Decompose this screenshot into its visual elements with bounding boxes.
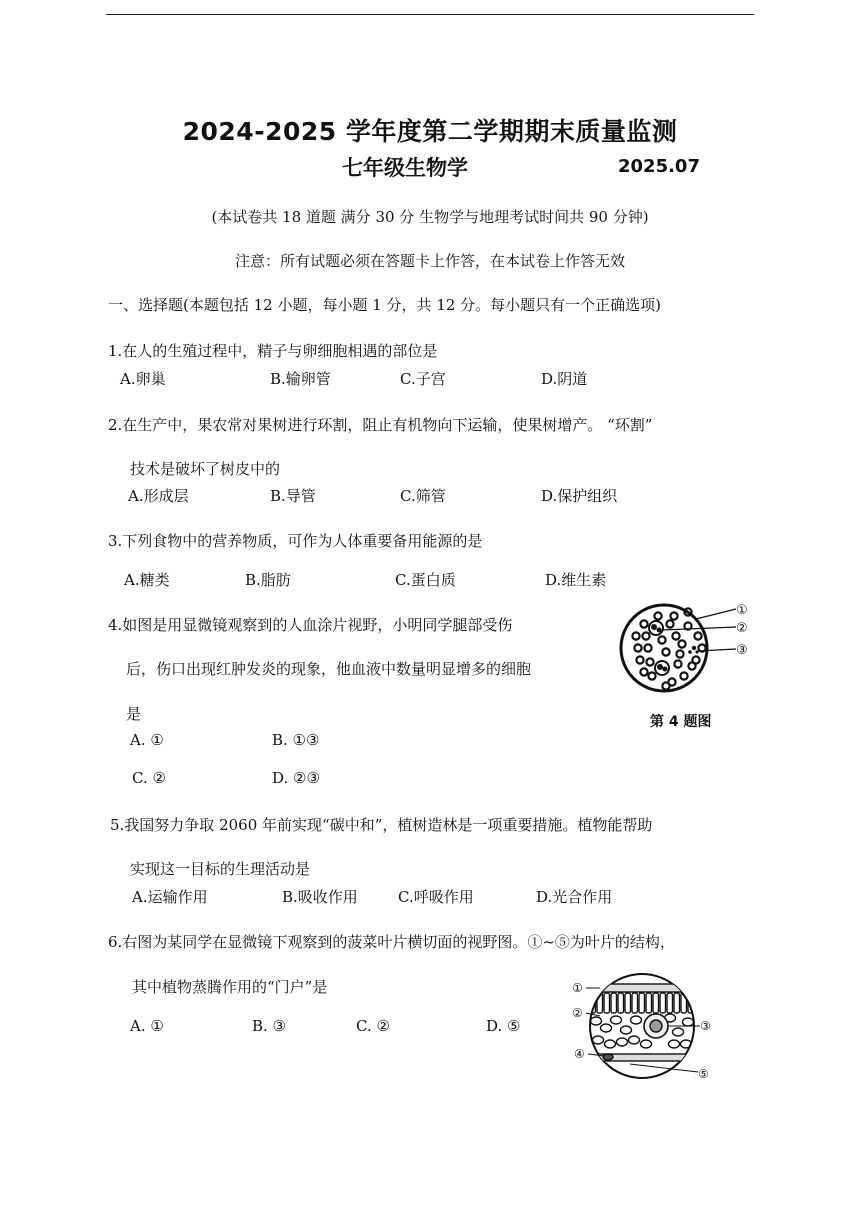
figure4-label-2: ② — [736, 621, 748, 636]
blood-smear-figure — [618, 596, 768, 706]
q5-option-c: C.呼吸作用 — [398, 888, 474, 906]
question-2: 2.在生产中，果农常对果树进行环割，阻止有机物向下运输，使果树增产。 “环割” — [108, 416, 653, 434]
figure4-caption: 第 4 题图 — [650, 714, 712, 730]
notice: 注意：所有试题必须在答题卡上作答，在本试卷上作答无效 — [234, 252, 625, 270]
question-4: 4.如图是用显微镜观察到的人血涂片视野，小明同学腿部受伤 — [108, 616, 513, 634]
page-title: 2024-2025 学年度第二学期期末质量监测 — [182, 117, 678, 146]
q5-option-b: B.吸收作用 — [282, 888, 358, 906]
figure4-label-3: ③ — [736, 643, 748, 658]
q4-option-a: A. ① — [130, 731, 164, 749]
leaf-cross-section-figure — [570, 966, 720, 1090]
q6-option-d: D. ⑤ — [486, 1017, 521, 1035]
q4-option-b: B. ①③ — [272, 731, 320, 749]
figure6-label-3: ③ — [700, 1019, 711, 1033]
q3-option-a: A.糖类 — [124, 571, 170, 589]
section-heading: 一、选择题(本题包括 12 小题，每小题 1 分，共 12 分。每小题只有一个正确选项) — [108, 296, 662, 314]
q2-option-a: A.形成层 — [128, 487, 189, 505]
q4-option-c: C. ② — [132, 769, 166, 787]
q3-option-d: D.维生素 — [545, 571, 607, 589]
q3-option-b: B.脂肪 — [245, 571, 291, 589]
question-5: 5.我国努力争取 2060 年前实现“碳中和”，植树造林是一项重要措施。植物能帮助 — [110, 816, 653, 834]
q1-option-b: B.输卵管 — [270, 370, 331, 388]
top-rule — [106, 14, 754, 15]
q2-option-b: B.导管 — [270, 487, 316, 505]
q6-option-a: A. ① — [130, 1017, 164, 1035]
q1-option-d: D.阴道 — [541, 370, 588, 388]
figure6-label-1: ① — [572, 981, 583, 995]
subject-title: 七年级生物学 — [342, 156, 468, 180]
q2-option-d: D.保护组织 — [541, 487, 618, 505]
question-6-line2: 其中植物蒸腾作用的“门户”是 — [132, 978, 328, 996]
figure6-label-4: ④ — [574, 1047, 585, 1061]
q1-option-c: C.子宫 — [400, 370, 446, 388]
question-4-line3: 是 — [126, 705, 142, 723]
q5-option-a: A.运输作用 — [132, 888, 208, 906]
question-5-line2: 实现这一目标的生理活动是 — [130, 860, 311, 878]
figure6-label-5: ⑤ — [698, 1067, 709, 1081]
q6-option-c: C. ② — [356, 1017, 390, 1035]
exam-date: 2025.07 — [618, 156, 700, 177]
q2-option-c: C.筛管 — [400, 487, 446, 505]
q1-option-a: A.卵巢 — [120, 370, 166, 388]
figure6-label-2: ② — [572, 1006, 583, 1020]
q3-option-c: C.蛋白质 — [395, 571, 456, 589]
q4-option-d: D. ②③ — [272, 769, 320, 787]
question-6: 6.右图为某同学在显微镜下观察到的菠菜叶片横切面的视野图。①~⑤为叶片的结构， — [108, 933, 675, 951]
question-2-line2: 技术是破坏了树皮中的 — [130, 460, 281, 478]
q6-option-b: B. ③ — [252, 1017, 287, 1035]
exam-info: (本试卷共 18 道题 满分 30 分 生物学与地理考试时间共 90 分钟) — [211, 208, 649, 226]
question-1: 1.在人的生殖过程中，精子与卵细胞相遇的部位是 — [108, 342, 438, 360]
question-4-line2: 后，伤口出现红肿发炎的现象，他血液中数量明显增多的细胞 — [126, 660, 532, 678]
figure4-label-1: ① — [736, 603, 748, 618]
question-3: 3.下列食物中的营养物质，可作为人体重要备用能源的是 — [108, 532, 483, 550]
q5-option-d: D.光合作用 — [536, 888, 613, 906]
